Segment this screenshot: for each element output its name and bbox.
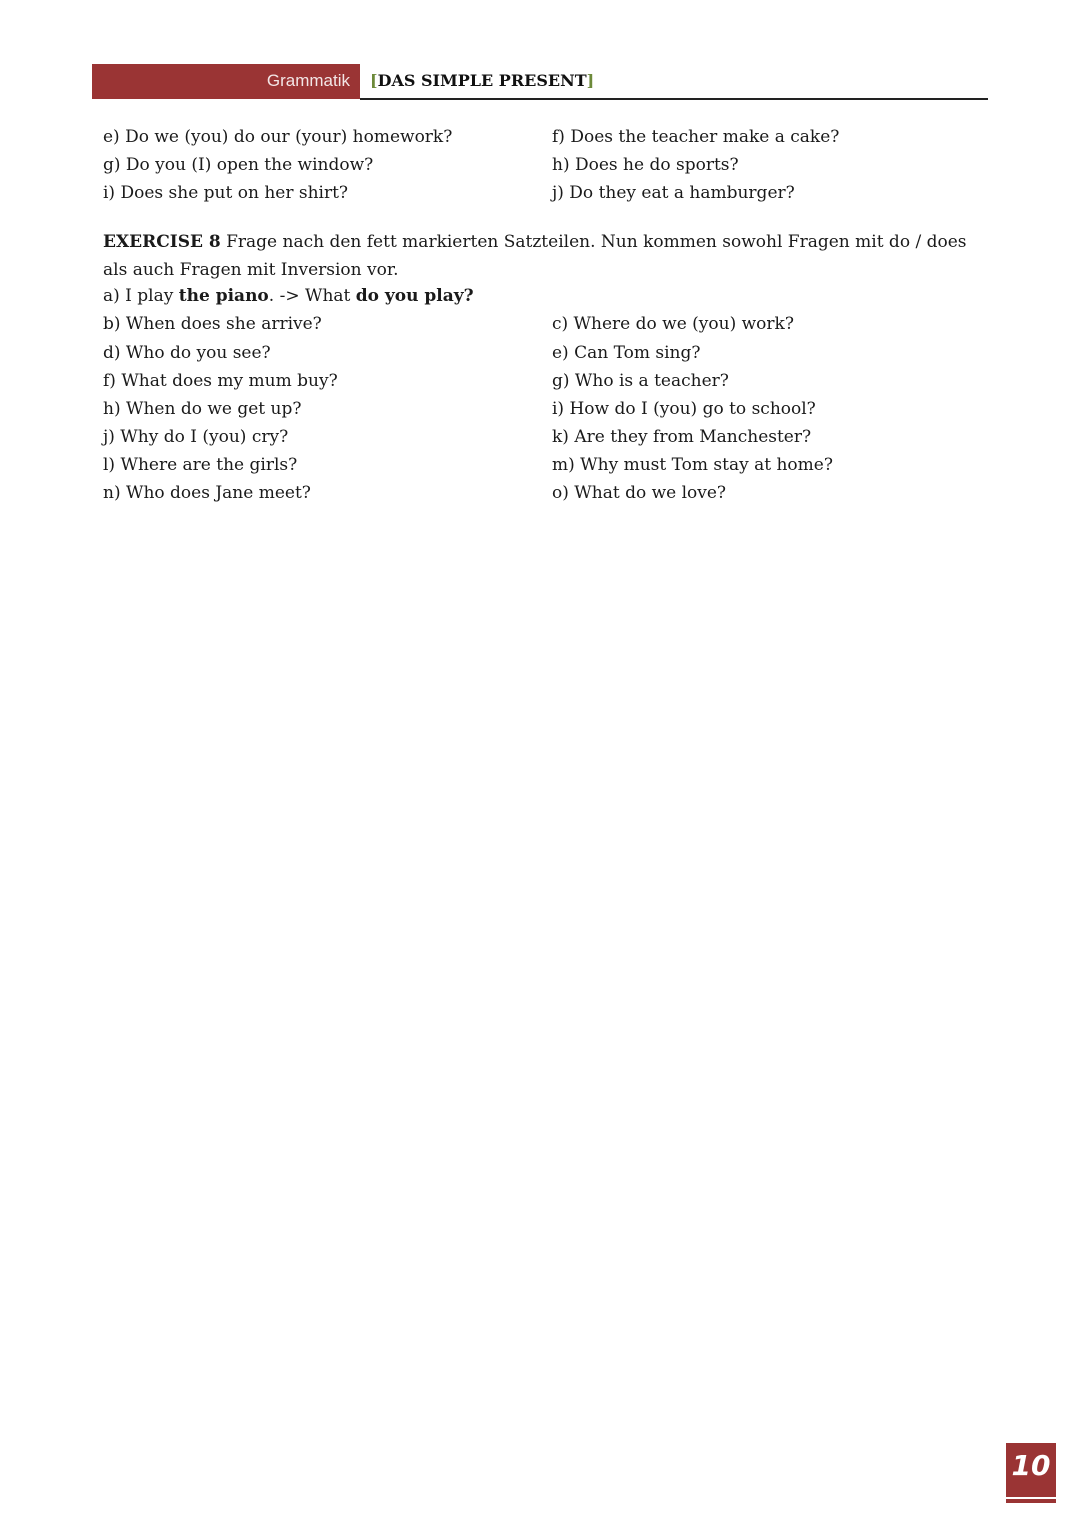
title-bracket-close: ]	[586, 71, 595, 90]
question-item: f) What does my mum buy?	[103, 371, 338, 391]
question-item: f) Does the teacher make a cake?	[552, 127, 840, 147]
question-item: i) Does she put on her shirt?	[103, 183, 349, 203]
question-item: n) Who does Jane meet?	[103, 483, 311, 503]
question-item: c) Where do we (you) work?	[552, 314, 794, 334]
example-prefix: a) I play	[103, 286, 179, 306]
page-number-underline	[1006, 1499, 1056, 1503]
question-item: b) When does she arrive?	[103, 314, 322, 334]
exercise-8-instruction	[103, 228, 983, 284]
exercise-label: EXERCISE 8	[103, 232, 221, 252]
question-item: m) Why must Tom stay at home?	[552, 455, 833, 475]
question-item: o) What do we love?	[552, 483, 727, 503]
question-item: d) Who do you see?	[103, 343, 271, 363]
question-item: i) How do I (you) go to school?	[552, 399, 816, 419]
question-item: l) Where are the girls?	[103, 455, 298, 475]
question-item: j) Do they eat a hamburger?	[552, 183, 795, 203]
exercise-example	[103, 284, 474, 308]
question-item: g) Do you (I) open the window?	[103, 155, 374, 175]
header-section-label: Grammatik	[266, 71, 350, 90]
question-item: h) Does he do sports?	[552, 155, 739, 175]
question-item: h) When do we get up?	[103, 399, 302, 419]
exercise-instruction-text: Frage nach den fett markierten Satzteilen. Nun kommen sowohl Fragen mit do / does als auch Fragen mit Inversion vor.	[103, 232, 967, 280]
header-divider	[360, 98, 988, 100]
example-middle: . -> What	[268, 286, 356, 306]
example-bold-answer: do you play?	[355, 286, 474, 306]
question-item: e) Can Tom sing?	[552, 343, 701, 363]
page-title	[370, 71, 594, 90]
question-item: k) Are they from Manchester?	[552, 427, 812, 447]
question-item: j) Why do I (you) cry?	[103, 427, 289, 447]
example-bold-part: the piano	[178, 286, 269, 306]
question-item: e) Do we (you) do our (your) homework?	[103, 127, 453, 147]
title-text: DAS SIMPLE PRESENT	[377, 71, 587, 90]
page-number: 10	[1006, 1443, 1056, 1497]
title-bracket-open: [	[370, 71, 378, 90]
question-item: g) Who is a teacher?	[552, 371, 729, 391]
